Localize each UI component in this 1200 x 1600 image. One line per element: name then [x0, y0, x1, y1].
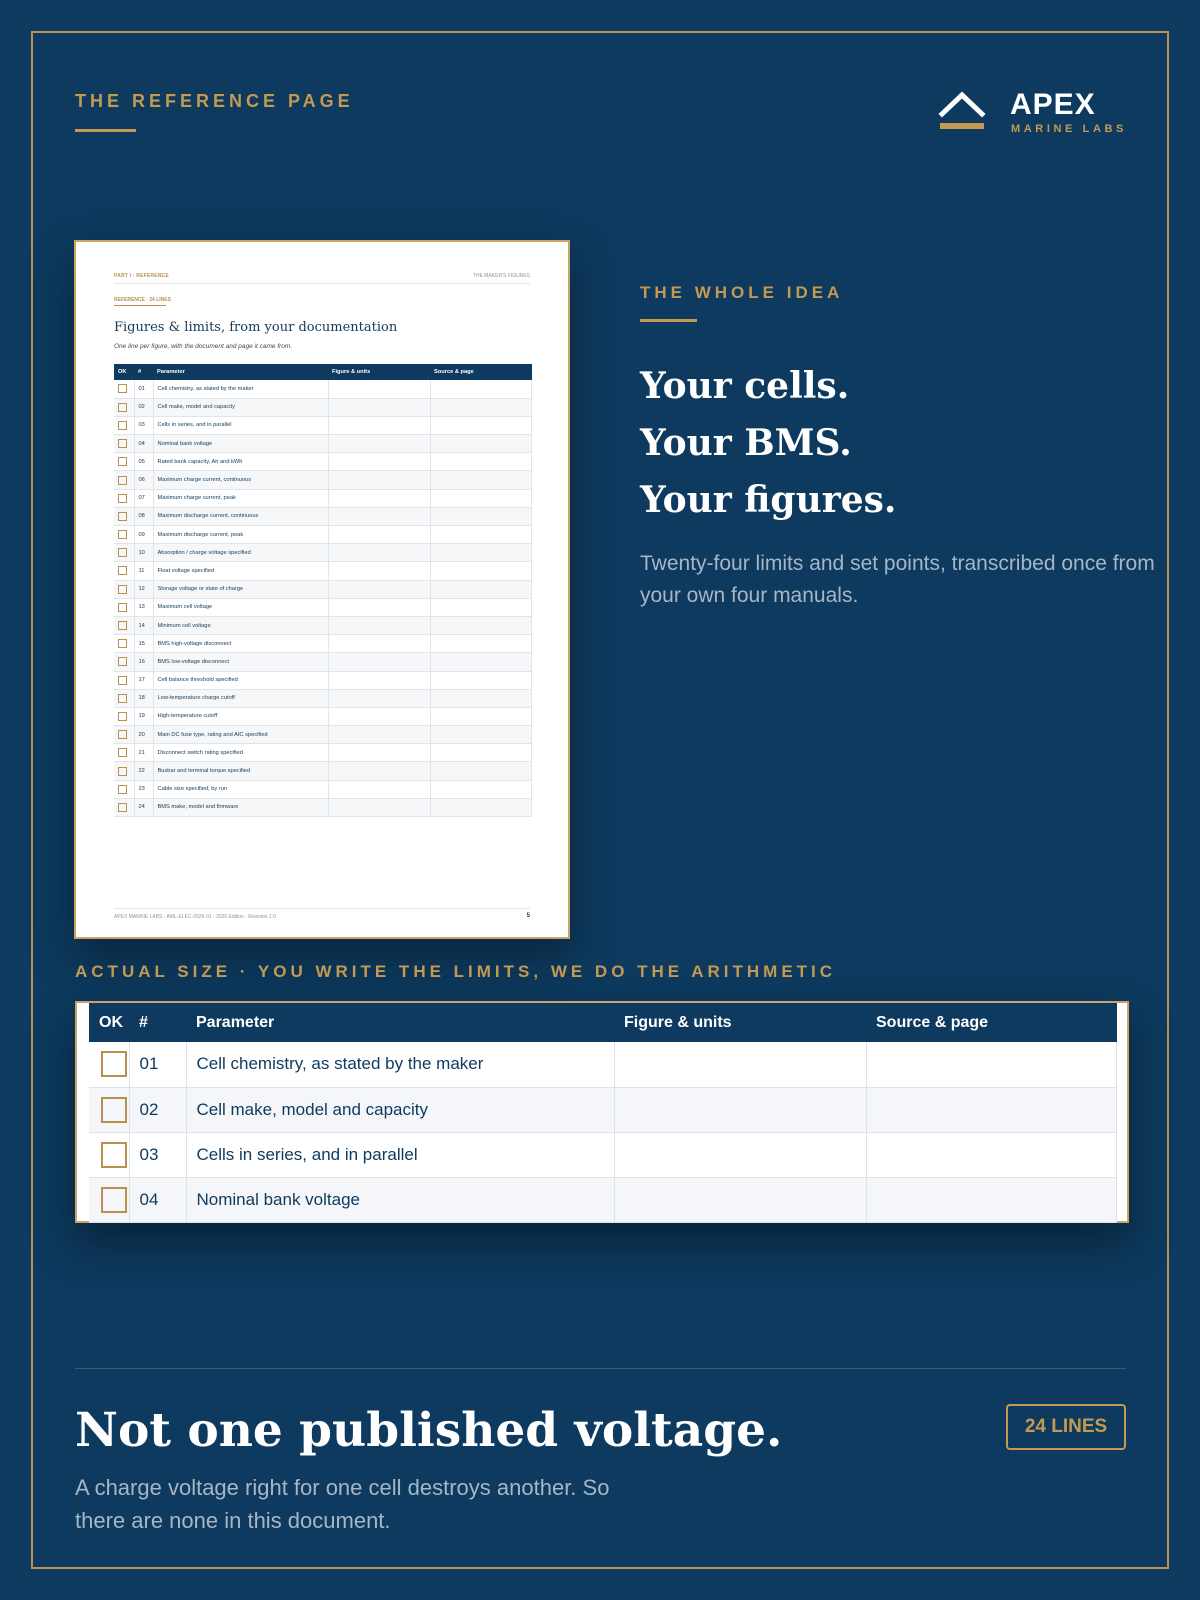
row-number: 03: [129, 1132, 186, 1177]
figure-units-cell[interactable]: [328, 798, 430, 816]
parameter-cell: Nominal bank voltage: [153, 435, 328, 453]
row-number: 24: [134, 798, 153, 816]
row-number: 17: [134, 671, 153, 689]
source-page-cell[interactable]: [866, 1177, 1117, 1222]
thumb-subtitle: One line per figure, with the document and page it came from.: [114, 343, 293, 350]
ok-checkbox[interactable]: [118, 439, 127, 448]
source-page-cell[interactable]: [430, 616, 532, 634]
ok-cell: [114, 762, 134, 780]
ok-cell: [114, 744, 134, 762]
figure-units-cell[interactable]: [328, 780, 430, 798]
thumb-page-number: 5: [526, 913, 530, 919]
thumb-footer-rule: [114, 908, 530, 909]
figure-units-cell[interactable]: [328, 616, 430, 634]
idea-headline: [640, 358, 896, 529]
ok-cell: [114, 398, 134, 416]
row-number: 08: [134, 507, 153, 525]
thumb-col-num: #: [134, 364, 153, 380]
ok-cell: [114, 526, 134, 544]
ok-checkbox[interactable]: [118, 494, 127, 503]
source-page-cell[interactable]: [866, 1087, 1117, 1132]
row-number: 12: [134, 580, 153, 598]
row-number: 14: [134, 616, 153, 634]
ok-cell: [114, 671, 134, 689]
ok-cell: [114, 616, 134, 634]
ok-checkbox[interactable]: [118, 694, 127, 703]
figure-units-cell[interactable]: [328, 471, 430, 489]
table-row: [114, 544, 532, 562]
ok-checkbox[interactable]: [118, 421, 127, 430]
ok-cell: [89, 1042, 129, 1087]
idea-kicker: THE WHOLE IDEA: [640, 283, 844, 302]
ok-cell: [114, 798, 134, 816]
table-row: [114, 653, 532, 671]
ok-checkbox[interactable]: [118, 767, 127, 776]
table-row: [114, 453, 532, 471]
col-ok: OK: [89, 1003, 129, 1042]
row-number: 18: [134, 689, 153, 707]
table-row: [114, 380, 532, 398]
source-page-cell[interactable]: [866, 1132, 1117, 1177]
parameter-cell: Rated bank capacity, Ah and kWh: [153, 453, 328, 471]
parameter-cell: Maximum charge current, peak: [153, 489, 328, 507]
table-row: [114, 616, 532, 634]
reference-page-thumbnail: [74, 240, 570, 939]
table-row: [114, 435, 532, 453]
thumb-title: Figures & limits, from your documentation: [114, 320, 398, 335]
ok-checkbox[interactable]: [118, 785, 127, 794]
ok-cell: [114, 435, 134, 453]
thumb-part-label: PART I · REFERENCE: [114, 273, 169, 279]
row-number: 23: [134, 780, 153, 798]
figure-units-cell[interactable]: [328, 544, 430, 562]
thumb-table: [114, 364, 532, 817]
source-page-cell[interactable]: [430, 398, 532, 416]
table-row: [114, 762, 532, 780]
thumb-table-header: [114, 364, 532, 380]
table-row: [114, 598, 532, 616]
roof-logo-icon: [938, 90, 986, 132]
thumb-footer: APEX MARINE LABS · AML-ELEC-2026-01 · 2026 Edition · Revision 1.0: [114, 914, 276, 920]
table-row: [114, 398, 532, 416]
table-row: [114, 798, 532, 816]
source-page-cell[interactable]: [430, 526, 532, 544]
table-row: [114, 689, 532, 707]
thumb-col-parameter: Parameter: [153, 364, 328, 380]
ok-cell: [114, 489, 134, 507]
source-page-cell[interactable]: [430, 762, 532, 780]
parameter-cell: Cable size specified, by run: [153, 780, 328, 798]
source-page-cell[interactable]: [430, 744, 532, 762]
figure-units-cell[interactable]: [614, 1087, 866, 1132]
ok-checkbox[interactable]: [118, 548, 127, 557]
parameter-cell: Maximum discharge current, continuous: [153, 507, 328, 525]
row-number: 22: [134, 762, 153, 780]
ok-cell: [114, 653, 134, 671]
headline-line: Your figures.: [640, 479, 897, 521]
ok-checkbox[interactable]: [118, 530, 127, 539]
figure-units-cell[interactable]: [328, 453, 430, 471]
ok-cell: [114, 598, 134, 616]
parameter-cell: Cells in series, and in parallel: [153, 416, 328, 434]
figure-units-cell[interactable]: [328, 635, 430, 653]
table-row: [114, 471, 532, 489]
parameter-cell: Minimum cell voltage: [153, 616, 328, 634]
table-row: [114, 671, 532, 689]
row-number: 16: [134, 653, 153, 671]
figure-units-cell[interactable]: [328, 671, 430, 689]
source-page-cell[interactable]: [430, 671, 532, 689]
ok-checkbox[interactable]: [118, 585, 127, 594]
ok-checkbox[interactable]: [101, 1051, 127, 1077]
table-row: [114, 707, 532, 725]
row-number: 02: [134, 398, 153, 416]
row-number: 04: [134, 435, 153, 453]
section-kicker: THE REFERENCE PAGE: [75, 91, 354, 111]
actual-table-header: [89, 1003, 1117, 1042]
table-row: [114, 744, 532, 762]
ok-cell: [114, 707, 134, 725]
parameter-cell: Cell make, model and capacity: [153, 398, 328, 416]
col-source: Source & page: [866, 1003, 1117, 1042]
table-row: [114, 726, 532, 744]
parameter-cell: Main DC fuse type, rating and AIC specified: [153, 726, 328, 744]
ok-cell: [114, 453, 134, 471]
ok-cell: [114, 416, 134, 434]
ok-cell: [89, 1177, 129, 1222]
ok-checkbox[interactable]: [101, 1142, 127, 1168]
row-number: 21: [134, 744, 153, 762]
parameter-cell: High-temperature cutoff: [153, 707, 328, 725]
table-row: [89, 1177, 1117, 1222]
parameter-cell: Low-temperature charge cutoff: [153, 689, 328, 707]
source-page-cell[interactable]: [430, 471, 532, 489]
table-row: [114, 635, 532, 653]
figure-units-cell[interactable]: [328, 726, 430, 744]
table-row: [89, 1132, 1117, 1177]
figure-units-cell[interactable]: [614, 1132, 866, 1177]
ok-checkbox[interactable]: [118, 676, 127, 685]
source-page-cell[interactable]: [866, 1042, 1117, 1087]
parameter-cell: Absorption / charge voltage specified: [153, 544, 328, 562]
brand-logo: [938, 90, 1138, 140]
ok-checkbox[interactable]: [118, 384, 127, 393]
figure-units-cell[interactable]: [328, 507, 430, 525]
row-number: 02: [129, 1087, 186, 1132]
ok-checkbox[interactable]: [118, 639, 127, 648]
source-page-cell[interactable]: [430, 544, 532, 562]
figure-units-cell[interactable]: [328, 744, 430, 762]
parameter-cell: BMS high-voltage disconnect: [153, 635, 328, 653]
row-number: 07: [134, 489, 153, 507]
ok-checkbox[interactable]: [118, 566, 127, 575]
parameter-cell: Storage voltage or state of charge: [153, 580, 328, 598]
parameter-cell: Cell balance threshold specified: [153, 671, 328, 689]
table-row: [114, 580, 532, 598]
figure-units-cell[interactable]: [614, 1177, 866, 1222]
table-row: [89, 1042, 1117, 1087]
ok-cell: [114, 380, 134, 398]
ok-checkbox[interactable]: [118, 512, 127, 521]
parameter-cell: Maximum cell voltage: [153, 598, 328, 616]
parameter-cell: BMS make, model and firmware: [153, 798, 328, 816]
source-page-cell[interactable]: [430, 635, 532, 653]
figure-units-cell[interactable]: [328, 707, 430, 725]
parameter-cell: Disconnect switch rating specified: [153, 744, 328, 762]
parameter-cell: Float voltage specified: [153, 562, 328, 580]
parameter-cell: Cells in series, and in parallel: [186, 1132, 614, 1177]
ok-checkbox[interactable]: [118, 657, 127, 666]
source-page-cell[interactable]: [430, 435, 532, 453]
actual-size-kicker: ACTUAL SIZE · YOU WRITE THE LIMITS, WE DO THE ARITHMETIC: [75, 962, 837, 981]
col-figure: Figure & units: [614, 1003, 866, 1042]
row-number: 01: [134, 380, 153, 398]
source-page-cell[interactable]: [430, 780, 532, 798]
parameter-cell: Cell make, model and capacity: [186, 1087, 614, 1132]
ok-cell: [114, 689, 134, 707]
row-number: 20: [134, 726, 153, 744]
parameter-cell: Nominal bank voltage: [186, 1177, 614, 1222]
source-page-cell[interactable]: [430, 707, 532, 725]
col-num: #: [129, 1003, 186, 1042]
row-number: 13: [134, 598, 153, 616]
ok-checkbox[interactable]: [118, 403, 127, 412]
ok-checkbox[interactable]: [118, 621, 127, 630]
source-page-cell[interactable]: [430, 726, 532, 744]
source-page-cell[interactable]: [430, 598, 532, 616]
source-page-cell[interactable]: [430, 562, 532, 580]
row-number: 11: [134, 562, 153, 580]
source-page-cell[interactable]: [430, 453, 532, 471]
actual-size-table: [89, 1003, 1117, 1223]
figure-units-cell[interactable]: [328, 598, 430, 616]
table-row: [114, 526, 532, 544]
row-number: 04: [129, 1177, 186, 1222]
table-row: [114, 780, 532, 798]
source-page-cell[interactable]: [430, 489, 532, 507]
thumb-col-ok: OK: [114, 364, 134, 380]
figure-units-cell[interactable]: [328, 489, 430, 507]
col-parameter: Parameter: [186, 1003, 614, 1042]
idea-kicker-rule: [640, 319, 697, 322]
table-row: [114, 489, 532, 507]
parameter-cell: Maximum discharge current, peak: [153, 526, 328, 544]
thumb-col-figure: Figure & units: [328, 364, 430, 380]
headline-line: Your cells.: [640, 365, 850, 407]
figure-units-cell[interactable]: [328, 398, 430, 416]
ok-checkbox[interactable]: [118, 730, 127, 739]
source-page-cell[interactable]: [430, 416, 532, 434]
ok-cell: [114, 780, 134, 798]
figure-units-cell[interactable]: [328, 653, 430, 671]
parameter-cell: Cell chemistry, as stated by the maker: [153, 380, 328, 398]
ok-checkbox[interactable]: [118, 603, 127, 612]
ok-cell: [89, 1132, 129, 1177]
ok-cell: [114, 726, 134, 744]
closing-headline: Not one published voltage.: [75, 1403, 783, 1458]
ok-cell: [114, 471, 134, 489]
figure-units-cell[interactable]: [328, 762, 430, 780]
source-page-cell[interactable]: [430, 798, 532, 816]
lines-badge: 24 LINES: [1006, 1404, 1126, 1450]
thumb-ref-rule: [114, 305, 166, 306]
figure-units-cell[interactable]: [328, 580, 430, 598]
kicker-rule: [75, 129, 136, 132]
ok-checkbox[interactable]: [118, 712, 127, 721]
logo-name: APEX: [1010, 88, 1096, 121]
actual-size-table-card: [75, 1001, 1129, 1223]
ok-cell: [114, 507, 134, 525]
ok-checkbox[interactable]: [118, 803, 127, 812]
figure-units-cell[interactable]: [328, 416, 430, 434]
closing-divider: [75, 1368, 1126, 1369]
row-number: 05: [134, 453, 153, 471]
thumb-header-rule: [114, 283, 530, 284]
figure-units-cell[interactable]: [328, 562, 430, 580]
ok-cell: [114, 544, 134, 562]
row-number: 06: [134, 471, 153, 489]
ok-cell: [114, 635, 134, 653]
figure-units-cell[interactable]: [328, 380, 430, 398]
idea-lede: Twenty-four limits and set points, transcribed once from your own four manuals.: [640, 552, 1155, 607]
ok-checkbox[interactable]: [101, 1187, 127, 1213]
figure-units-cell[interactable]: [328, 435, 430, 453]
figure-units-cell[interactable]: [328, 526, 430, 544]
row-number: 03: [134, 416, 153, 434]
figure-units-cell[interactable]: [328, 689, 430, 707]
parameter-cell: BMS low-voltage disconnect: [153, 653, 328, 671]
figure-units-cell[interactable]: [614, 1042, 866, 1087]
ok-checkbox[interactable]: [118, 457, 127, 466]
ok-checkbox[interactable]: [101, 1097, 127, 1123]
source-page-cell[interactable]: [430, 689, 532, 707]
source-page-cell[interactable]: [430, 380, 532, 398]
table-row: [114, 416, 532, 434]
ok-cell: [89, 1087, 129, 1132]
table-row: [89, 1087, 1117, 1132]
parameter-cell: Busbar and terminal torque specified: [153, 762, 328, 780]
row-number: 09: [134, 526, 153, 544]
row-number: 15: [134, 635, 153, 653]
row-number: 01: [129, 1042, 186, 1087]
ok-checkbox[interactable]: [118, 476, 127, 485]
table-row: [114, 507, 532, 525]
headline-line: Your BMS.: [640, 422, 852, 464]
ok-checkbox[interactable]: [118, 748, 127, 757]
source-page-cell[interactable]: [430, 580, 532, 598]
parameter-cell: Maximum charge current, continuous: [153, 471, 328, 489]
closing-body: A charge voltage right for one cell destroys another. So there are none in this document.: [75, 1475, 610, 1533]
thumb-ref-label: REFERENCE · 24 LINES: [114, 297, 171, 303]
source-page-cell[interactable]: [430, 507, 532, 525]
row-number: 19: [134, 707, 153, 725]
thumb-col-source: Source & page: [430, 364, 532, 380]
thumb-maker-label: THE MAKER'S FIGURES: [472, 273, 530, 279]
row-number: 10: [134, 544, 153, 562]
table-row: [114, 562, 532, 580]
ok-cell: [114, 580, 134, 598]
ok-cell: [114, 562, 134, 580]
source-page-cell[interactable]: [430, 653, 532, 671]
logo-subtitle: MARINE LABS: [1011, 123, 1127, 135]
parameter-cell: Cell chemistry, as stated by the maker: [186, 1042, 614, 1087]
